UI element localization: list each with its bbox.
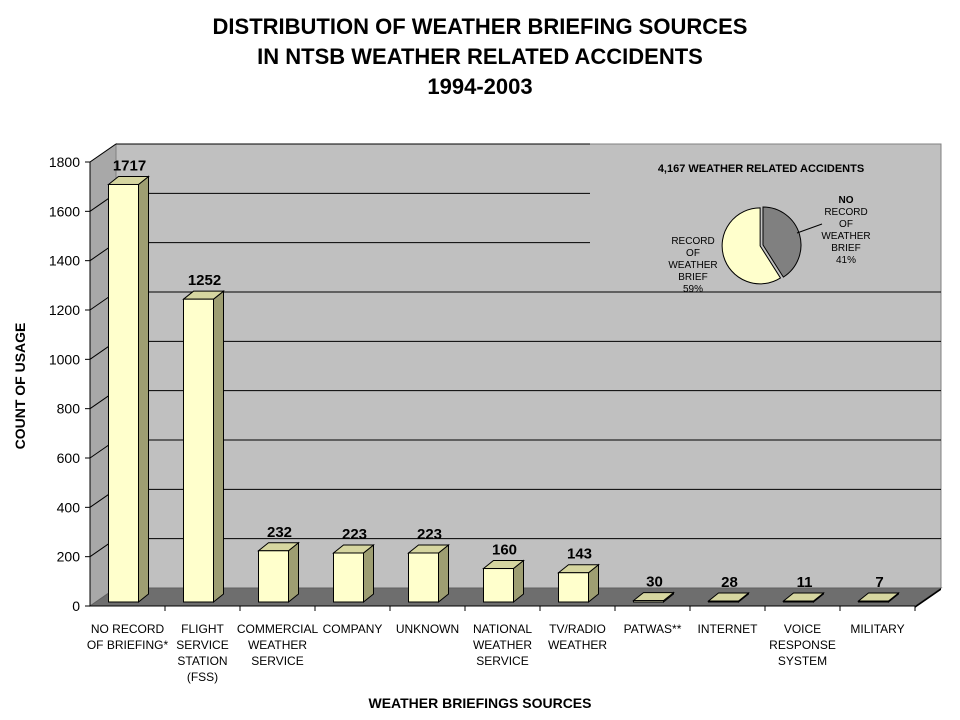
y-tick-label: 1000 [48,351,80,368]
pie-label-line: RECORD [824,207,868,218]
bar-front [709,601,739,602]
x-category-label-line: RESPONSE [769,638,836,652]
chart-title-line-1: DISTRIBUTION OF WEATHER BRIEFING SOURCES [212,14,748,39]
x-category-label-line: SERVICE [251,654,304,668]
bar-front [259,551,289,602]
x-category-label-line: COMMERCIAL [236,622,319,636]
bar-front [334,553,364,602]
y-tick-label: 400 [56,499,80,516]
x-category-label-line: SERVICE [176,638,229,652]
bar-front [109,184,139,602]
bar-front [784,601,814,602]
bar-value-label: 7 [875,574,884,591]
x-category-label-line: TV/RADIO [549,622,606,636]
bar-side [214,291,224,602]
bar-value-label: 223 [341,525,368,543]
y-tick-label: 1200 [48,302,80,318]
bar-value-label: 143 [566,545,593,563]
bar-value-label: 1717 [112,157,147,175]
y-tick-label: 600 [56,450,80,466]
y-tick-label: 1600 [48,203,80,220]
x-category-label-line: MILITARY [850,622,905,636]
pie-label-line: WEATHER [821,231,871,242]
x-axis-title: WEATHER BRIEFINGS SOURCES [368,695,592,711]
bar [559,565,599,602]
x-category-label [850,622,904,636]
x-category-label-line: OF BRIEFING* [86,638,169,652]
bar [259,543,299,602]
chart-title-line-3: 1994-2003 [427,74,533,99]
bar-side [439,545,449,602]
bar-front [409,553,439,602]
x-category-label-line: NO RECORD [90,622,165,636]
x-category-label-line: PATWAS** [623,622,682,636]
bar [334,545,374,602]
bar-side [364,545,374,602]
x-category-label-line: COMPANY [322,622,383,636]
bar-value-label: 223 [416,525,443,543]
x-category-label-line: INTERNET [697,622,758,636]
bar-value-label: 28 [721,574,738,591]
y-tick-label: 1800 [48,154,80,170]
x-category-label [624,622,682,636]
x-category-label-line: WEATHER [247,638,308,652]
bar-value-label: 160 [491,541,518,559]
pie-title: 4,167 WEATHER RELATED ACCIDENTS [657,163,865,175]
x-category-label-line: SERVICE [476,654,529,668]
bar-value-label: 11 [796,574,813,591]
pie-label-line: NO [838,195,854,206]
bar-value-label: 30 [646,573,663,591]
pie-label-line: BRIEF [831,243,861,254]
bar-value-label: 232 [266,523,293,541]
pie-label-line: RECORD [671,236,715,247]
pie-label-line: OF [686,248,700,259]
pie-label-line: WEATHER [668,260,718,271]
x-category-label-line: UNKNOWN [395,622,460,636]
x-category-label-line: SYSTEM [777,654,828,668]
bar-front [184,299,214,602]
x-category-label [176,622,228,684]
x-category-label [237,622,319,668]
bar [409,545,449,602]
bar-side [289,543,299,602]
pie-label-line: OF [839,219,853,230]
x-category-label [323,622,383,636]
plot-back-wall [116,144,941,588]
bar [484,561,524,602]
x-category-label-line: WEATHER [472,638,533,652]
bar-front [634,601,664,602]
y-tick-label: 1400 [48,252,80,269]
chart-title-line-2: IN NTSB WEATHER RELATED ACCIDENTS [257,44,703,69]
x-category-label-line: VOICE [783,622,822,636]
x-category-label-line: (FSS) [186,670,219,684]
y-tick-label: 800 [56,400,80,417]
pie-label-line: BRIEF [678,272,708,283]
y-tick-label: 200 [56,548,80,565]
pie-label-line: 41% [835,255,857,266]
x-category-label-line: NATIONAL [472,622,533,636]
bar [109,176,149,602]
bar-front [559,573,589,602]
x-category-label [473,622,532,668]
x-category-label [769,622,836,668]
bar-side [139,176,149,602]
x-category-label [87,622,169,652]
x-category-label-line: WEATHER [547,638,608,652]
bar-front [484,569,514,602]
x-category-label [698,622,759,636]
bar [184,291,224,602]
y-axis-title: COUNT OF USAGE [12,322,28,450]
x-category-label [548,622,607,652]
bar-front [859,601,889,602]
bar-value-label: 1252 [187,272,222,290]
pie-label-line: 59% [682,284,704,295]
x-category-label [396,622,459,636]
x-category-label-line: FLIGHT [181,622,224,636]
x-category-label-line: STATION [177,654,228,668]
y-tick-label: 0 [72,598,80,614]
